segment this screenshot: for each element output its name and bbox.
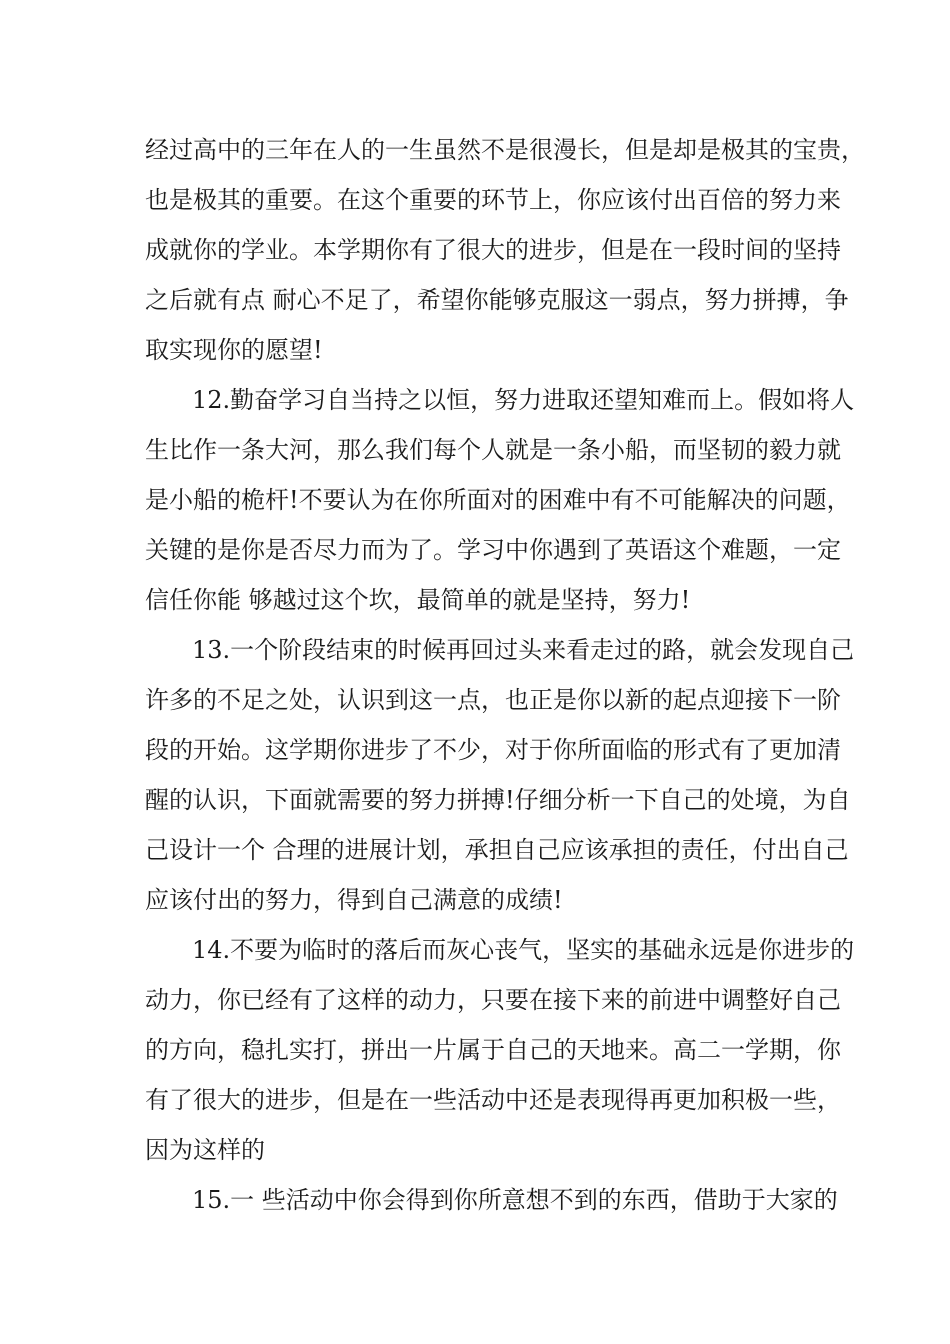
text-line: 信任你能 够越过这个坎，最简单的就是坚持，努力! [145, 586, 691, 614]
text-line: 15.一 些活动中你会得到你所意想不到的东西，借助于大家的 [192, 1186, 838, 1214]
text-line: 关键的是你是否尽力而为了。学习中你遇到了英语这个难题，一定 [145, 536, 841, 564]
text-line: 因为这样的 [145, 1136, 265, 1164]
text-line: 段的开始。这学期你进步了不少，对于你所面临的形式有了更加清 [145, 736, 841, 764]
text-line: 生比作一条大河，那么我们每个人就是一条小船，而坚韧的毅力就 [145, 436, 841, 464]
text-line: 14.不要为临时的落后而灰心丧气，坚实的基础永远是你进步的 [192, 936, 855, 964]
text-line: 13.一个阶段结束的时候再回过头来看走过的路，就会发现自己 [192, 636, 855, 664]
text-line: 的方向，稳扎实打，拼出一片属于自己的天地来。高二一学期，你 [145, 1036, 841, 1064]
text-line: 动力，你已经有了这样的动力，只要在接下来的前进中调整好自己 [145, 986, 841, 1014]
text-line: 有了很大的进步，但是在一些活动中还是表现得再更加积极一些， [145, 1086, 841, 1114]
text-line: 是小船的桅杆!不要认为在你所面对的困难中有不可能解决的问题， [145, 486, 851, 514]
text-line: 许多的不足之处，认识到这一点，也正是你以新的起点迎接下一阶 [145, 686, 841, 714]
text-line: 也是极其的重要。在这个重要的环节上，你应该付出百倍的努力来 [145, 186, 841, 214]
text-line: 取实现你的愿望! [145, 336, 323, 364]
text-line: 成就你的学业。本学期你有了很大的进步，但是在一段时间的坚持 [145, 236, 841, 264]
text-line: 12.勤奋学习自当持之以恒，努力进取还望知难而上。假如将人 [192, 386, 855, 414]
text-line: 醒的认识，下面就需要的努力拼搏!仔细分析一下自己的处境，为自 [145, 786, 851, 814]
text-line: 应该付出的努力，得到自己满意的成绩! [145, 886, 563, 914]
text-line: 之后就有点 耐心不足了，希望你能够克服这一弱点，努力拼搏，争 [145, 286, 849, 314]
text-line: 己设计一个 合理的进展计划，承担自己应该承担的责任，付出自己 [145, 836, 849, 864]
text-line: 经过高中的三年在人的一生虽然不是很漫长，但是却是极其的宝贵， [145, 136, 865, 164]
